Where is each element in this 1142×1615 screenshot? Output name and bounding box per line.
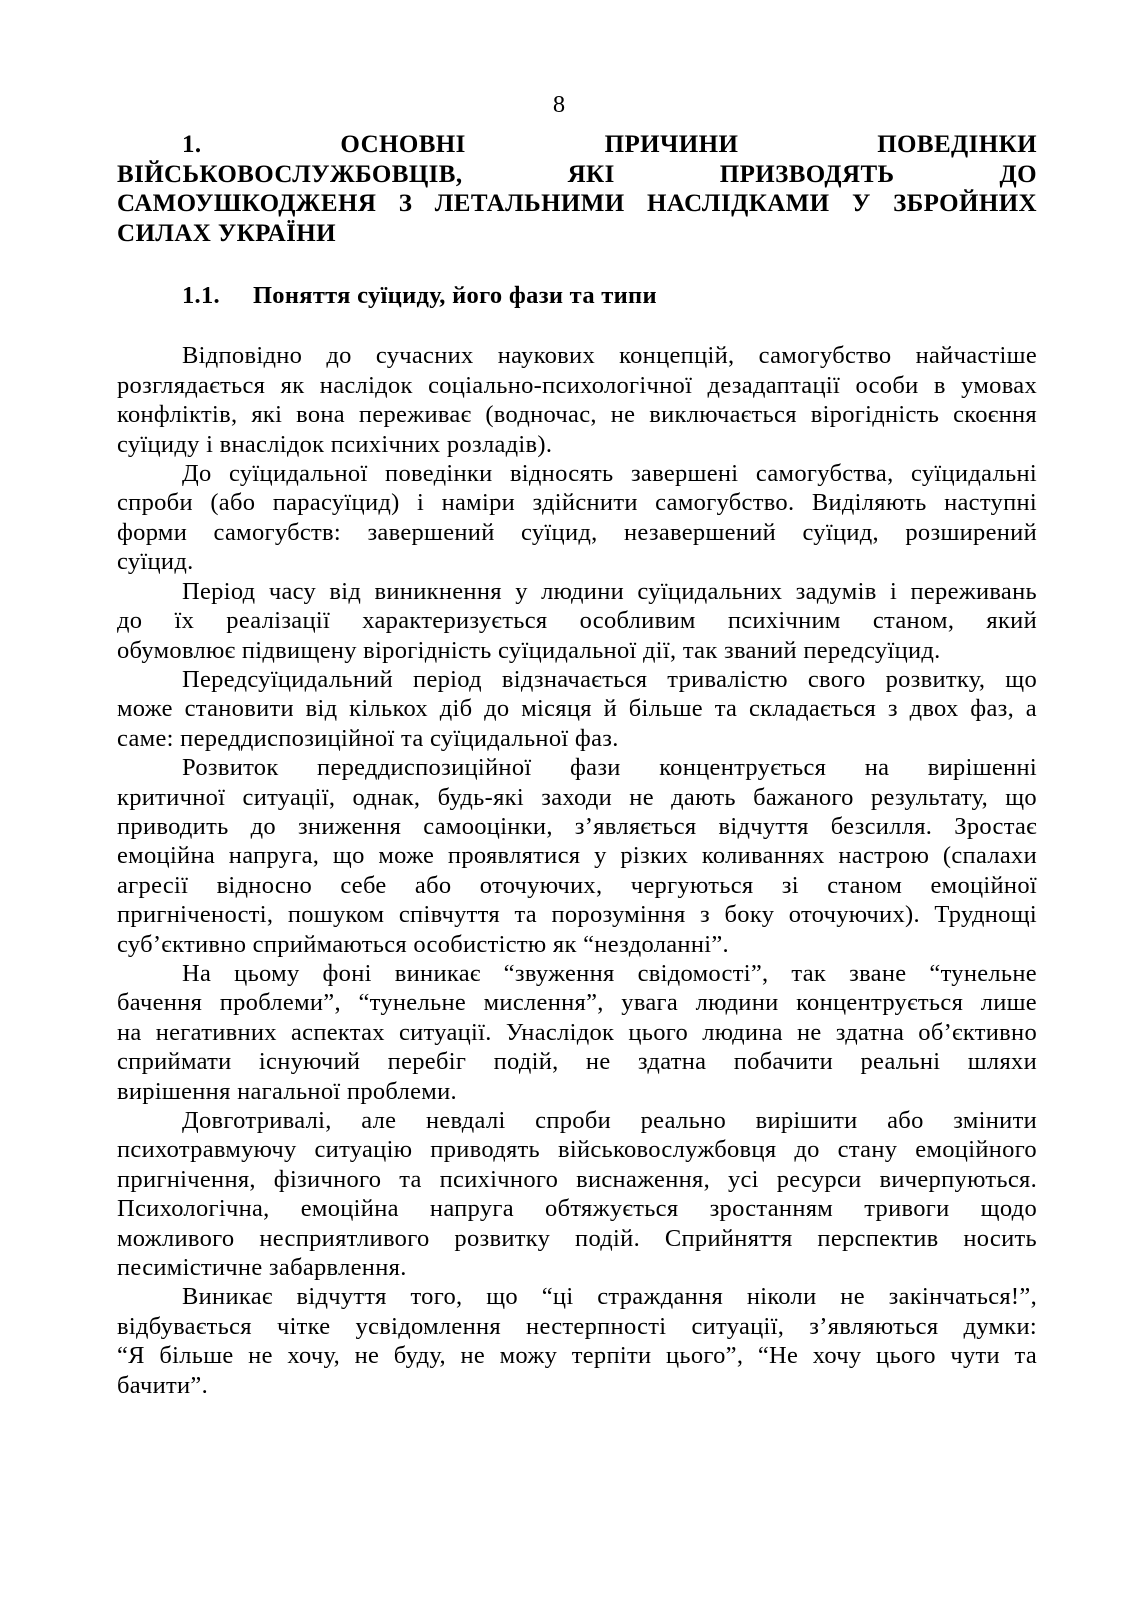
page-number: 8 xyxy=(552,91,566,118)
text-line: Довготривалі, але невдалі спроби реально вирішити або змінити xyxy=(182,1107,1037,1134)
text-line: САМОУШКОДЖЕНЯ З ЛЕТАЛЬНИМИ НАСЛІДКАМИ У ЗБРОЙНИХ xyxy=(117,190,1037,218)
text-line: конфліктів, які вона переживає (водночас, не виключається вірогідність скоєння xyxy=(117,401,1037,429)
text-line: на негативних аспектах ситуації. Унаслідок цього людина не здатна об’єктивно xyxy=(117,1018,1037,1046)
text-line: приводить до зниження самооцінки, з’являється відчуття безсилля. Зростає xyxy=(117,812,1037,840)
text-line: суїциду і внаслідок психічних розладів). xyxy=(117,430,553,458)
text-line: бачення проблеми”, “тунельне мислення”, увага людини концентрується лише xyxy=(117,989,1037,1017)
text-line: спроби (або парасуїцид) і наміри здійснити самогубство. Виділяють наступні xyxy=(117,489,1037,517)
text-line: Відповідно до сучасних наукових концепцій, самогубство найчастіше xyxy=(182,342,1037,370)
paragraph xyxy=(117,1282,1037,1400)
text-line: розглядається як наслідок соціально-психологічної дезадаптації особи в умовах xyxy=(117,371,1037,399)
text-line: до їх реалізації характеризується особливим психічним станом, який xyxy=(117,607,1037,635)
text-line: Період часу від виникнення у людини суїцидальних задумів і переживань xyxy=(182,577,1037,605)
text-line: емоційна напруга, що може проявлятися у різких коливаннях настрою (спалахи xyxy=(117,842,1037,870)
paragraph xyxy=(117,753,1037,959)
subheading-title: Поняття суїциду, його фази та типи xyxy=(252,282,657,310)
text-line: песимістичне забарвлення. xyxy=(117,1254,407,1282)
text-line: Передсуїцидальний період відзначається тривалістю свого розвитку, що xyxy=(182,665,1037,693)
text-line: бачити”. xyxy=(117,1371,209,1399)
text-line: сприймати існуючий перебіг подій, не здатна побачити реальні шляхи xyxy=(117,1048,1037,1076)
chapter-heading xyxy=(117,130,1037,248)
paragraph xyxy=(117,1106,1037,1282)
text-line: вирішення нагальної проблеми. xyxy=(117,1077,457,1105)
text-line: Розвиток переддиспозиційної фази концентрується на вирішенні xyxy=(182,754,1037,782)
text-line: відбувається чітке усвідомлення нестерпності ситуації, з’являються думки: xyxy=(117,1312,1037,1340)
section-subheading xyxy=(117,281,1037,310)
text-line: може становити від кількох діб до місяця й більше та складається з двох фаз, а xyxy=(117,695,1037,723)
text-line: критичної ситуації, однак, будь-які заходи не дають бажаного результату, що xyxy=(117,783,1037,811)
text-line: На цьому фоні виникає “звуження свідомості”, так зване “тунельне xyxy=(182,959,1037,987)
text-line: саме: переддиспозиційної та суїцидальної фаз. xyxy=(117,724,619,752)
text-line: ВІЙСЬКОВОСЛУЖБОВЦІВ, ЯКІ ПРИЗВОДЯТЬ ДО xyxy=(117,160,1037,188)
text-line: форми самогубств: завершений суїцид, незавершений суїцид, розширений xyxy=(117,518,1037,546)
subheading-number: 1.1. xyxy=(182,282,220,310)
text-line: можливого несприятливого розвитку подій. Сприйняття перспектив носить xyxy=(117,1224,1037,1252)
text-line: суб’єктивно сприймаються особистістю як “нездоланні”. xyxy=(117,930,729,958)
text-line: 1. ОСНОВНІ ПРИЧИНИ ПОВЕДІНКИ xyxy=(182,131,1037,159)
body-text xyxy=(117,341,1037,1400)
page-content xyxy=(117,0,1037,1400)
paragraph xyxy=(117,341,1037,459)
text-line: суїцид. xyxy=(117,548,194,576)
text-line: Психологічна, емоційна напруга обтяжується зростанням тривоги щодо xyxy=(117,1195,1037,1223)
paragraph xyxy=(117,459,1037,577)
text-line: СИЛАХ УКРАЇНИ xyxy=(117,219,336,247)
text-line: До суїцидальної поведінки відносять завершені самогубства, суїцидальні xyxy=(182,460,1037,488)
text-line: пригніченості, пошуком співчуття та порозуміння з боку оточуючих). Труднощі xyxy=(117,901,1037,929)
text-line: агресії відносно себе або оточуючих, чергуються зі станом емоційної xyxy=(117,871,1037,899)
text-line: психотравмуючу ситуацію приводять військовослужбовця до стану емоційного xyxy=(117,1136,1037,1164)
paragraph xyxy=(117,577,1037,665)
text-line: пригнічення, фізичного та психічного виснаження, усі ресурси вичерпуються. xyxy=(117,1165,1037,1193)
text-line: “Я більше не хочу, не буду, не можу терпіти цього”, “Не хочу цього чути та xyxy=(117,1342,1037,1370)
text-line: обумовлює підвищену вірогідність суїцидальної дії, так званий передсуїцид. xyxy=(117,636,941,664)
paragraph xyxy=(117,665,1037,753)
paragraph xyxy=(117,959,1037,1106)
text-line: Виникає відчуття того, що “ці страждання ніколи не закінчаться!”, xyxy=(182,1283,1037,1311)
